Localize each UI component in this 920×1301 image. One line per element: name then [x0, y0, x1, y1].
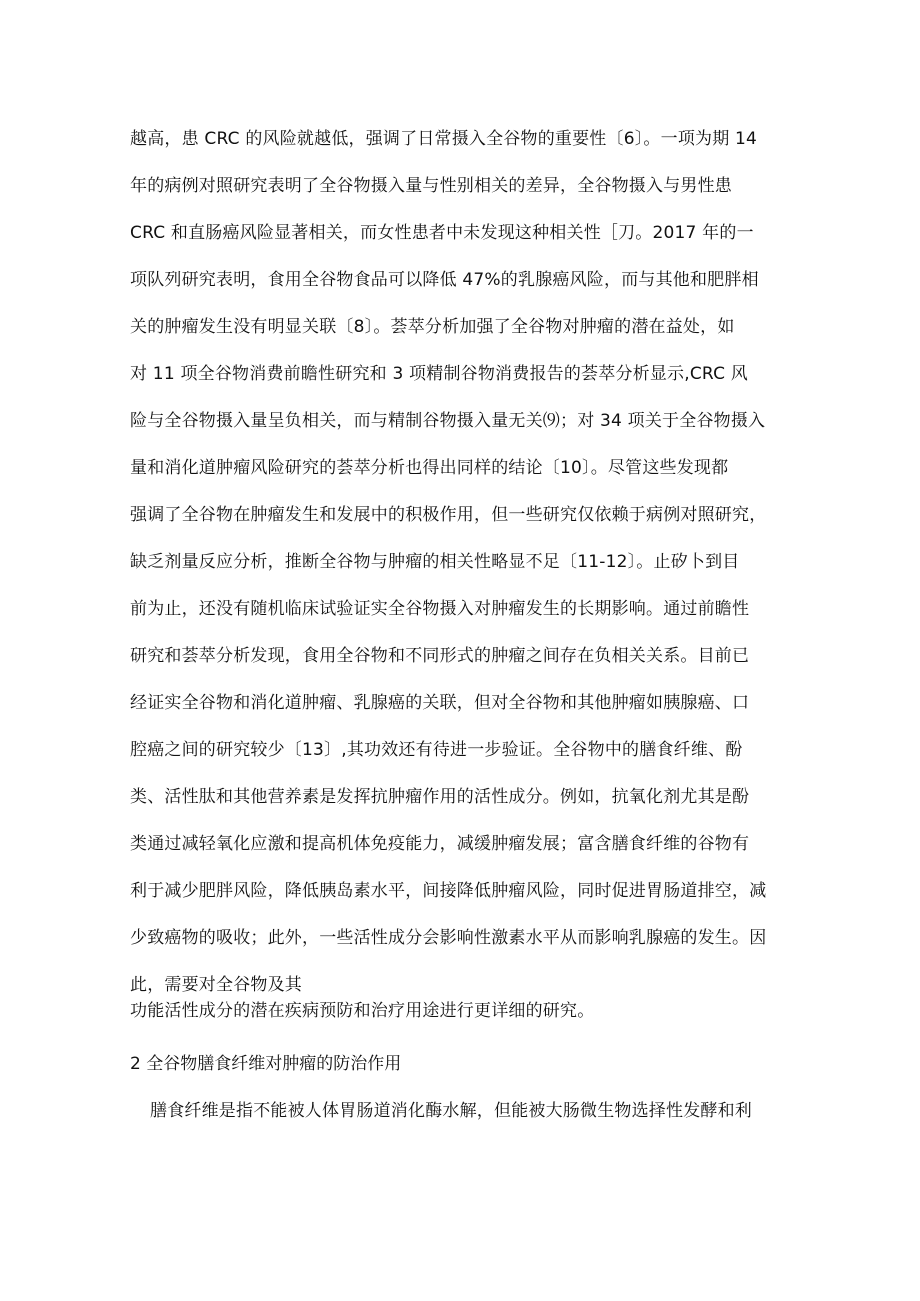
- text-line: 越高，患 CRC 的风险就越低，强调了日常摄入全谷物的重要性〔6〕。一项为期 14: [130, 129, 758, 149]
- text-line: 项队列研究表明，食用全谷物食品可以降低 47%的乳腺癌风险，而与其他和肥胖相: [130, 270, 759, 290]
- text-line: 关的肿瘤发生没有明显关联〔8〕。荟萃分析加强了全谷物对肿瘤的潜在益处，如: [130, 317, 735, 337]
- text-line: 缺乏剂量反应分析，推断全谷物与肿瘤的相关性略显不足〔11-12〕。止矽卜到目: [130, 552, 740, 572]
- text-line: 类、活性肽和其他营养素是发挥抗肿瘤作用的活性成分。例如，抗氧化剂尤其是酚: [130, 787, 750, 807]
- text-line: 功能活性成分的潜在疾病预防和治疗用途进行更详细的研究。: [130, 1001, 595, 1021]
- text-line: 类通过减轻氧化应激和提高机体免疫能力，减缓肿瘤发展；富含膳食纤维的谷物有: [130, 834, 750, 854]
- text-line: 年的病例对照研究表明了全谷物摄入量与性别相关的差异，全谷物摄入与男性患: [130, 176, 732, 196]
- text-line: 强调了全谷物在肿瘤发生和发展中的积极作用，但一些研究仅依赖于病例对照研究，: [130, 505, 767, 525]
- text-line: 研究和荟萃分析发现，食用全谷物和不同形式的肿瘤之间存在负相关关系。目前已: [130, 646, 750, 666]
- text-line: 经证实全谷物和消化道肿瘤、乳腺癌的关联，但对全谷物和其他肿瘤如胰腺癌、口: [130, 693, 750, 713]
- text-line: 此，需要对全谷物及其: [130, 975, 302, 995]
- text-line: 前为止，还没有随机临床试验证实全谷物摄入对肿瘤发生的长期影响。通过前瞻性: [130, 599, 750, 619]
- paragraph-first-line: 膳食纤维是指不能被人体胃肠道消化酶水解，但能被大肠微生物选择性发酵和利: [150, 1101, 752, 1121]
- text-line: 险与全谷物摄入量呈负相关，而与精制谷物摄入量无关⑼；对 34 项关于全谷物摄入: [130, 411, 766, 431]
- text-line: 腔癌之间的研究较少〔13〕,其功效还有待进一步验证。全谷物中的膳食纤维、酚: [130, 740, 743, 760]
- text-line: 对 11 项全谷物消费前瞻性研究和 3 项精制谷物消费报告的荟萃分析显示,CRC 风: [130, 364, 748, 384]
- text-line: 少致癌物的吸收；此外，一些活性成分会影响性激素水平从而影响乳腺癌的发生。因: [130, 928, 767, 948]
- text-line: CRC 和直肠癌风险显著相关，而女性患者中未发现这种相关性［刀。2017 年的一: [130, 223, 754, 243]
- text-line: 利于减少肥胖风险，降低胰岛素水平，间接降低肿瘤风险，同时促进胃肠道排空，减: [130, 881, 767, 901]
- text-line: 量和消化道肿瘤风险研究的荟萃分析也得出同样的结论〔10〕。尽管这些发现都: [130, 458, 729, 478]
- section-heading: 2 全谷物膳食纤维对肿瘤的防治作用: [130, 1054, 402, 1074]
